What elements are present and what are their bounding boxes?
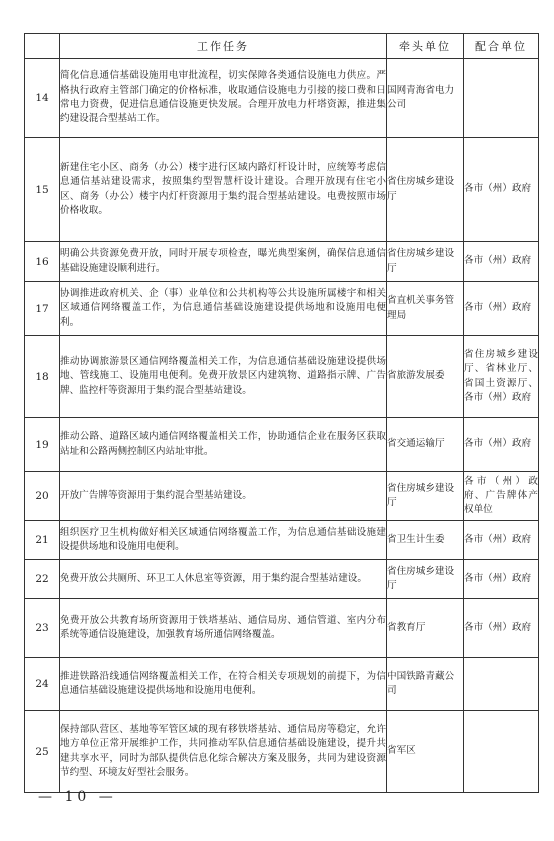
- row-number: 19: [25, 418, 60, 472]
- table-row: [25, 472, 539, 521]
- cooperating-unit-cell: 各市（州）政府: [464, 282, 539, 336]
- row-number: 18: [25, 336, 60, 418]
- task-table: [24, 33, 539, 793]
- lead-unit-cell: 省卫生计生委: [387, 521, 464, 560]
- lead-unit-cell: 中国铁路青藏公司: [387, 658, 464, 711]
- table-row: [25, 336, 539, 418]
- task-cell: 推动协调旅游景区通信网络覆盖相关工作，为信息通信基础设施建设提供场地、管线施工、设施用电便利。免费开放景区内建筑物、道路指示牌、广告牌、监控杆等资源用于集约混合型基站建设。: [60, 336, 387, 418]
- lead-unit-cell: 省教育厅: [387, 599, 464, 658]
- cooperating-unit-cell: 各市（州）政府: [464, 599, 539, 658]
- task-cell: 协调推进政府机关、企（事）业单位和公共机构等公共设施所属楼宇和相关区域通信网络覆盖工作，为信息通信基础设施建设提供场地和设施用电便利。: [60, 282, 387, 336]
- header-cooperating-unit: 配合单位: [464, 34, 539, 59]
- cooperating-unit-cell: 各市（州）政府、广告牌体产权单位: [464, 472, 539, 521]
- task-cell: 开放广告牌等资源用于集约混合型基站建设。: [60, 472, 387, 521]
- lead-unit-cell: 国网青海省电力公司: [387, 59, 464, 138]
- table-row: [25, 138, 539, 242]
- table-row: [25, 599, 539, 658]
- cooperating-unit-cell: 各市（州）政府: [464, 560, 539, 599]
- lead-unit-cell: 省住房城乡建设厅: [387, 472, 464, 521]
- table-row: [25, 560, 539, 599]
- row-number: 23: [25, 599, 60, 658]
- task-cell: 新建住宅小区、商务（办公）楼宇进行区域内路灯杆设计时，应统筹考虑信息通信基站建设需求，按照集约型智慧杆设计建设。合理开放现有住宅小区、商务（办公）楼宇内灯杆资源用于集约混合型基站建设。电费按照市场价格收取。: [60, 138, 387, 242]
- table-row: [25, 59, 539, 138]
- header-task: 工作任务: [60, 34, 387, 59]
- cooperating-unit-cell: 各市（州）政府: [464, 242, 539, 282]
- row-number: 16: [25, 242, 60, 282]
- lead-unit-cell: 省住房城乡建设厅: [387, 560, 464, 599]
- row-number: 21: [25, 521, 60, 560]
- task-cell: 推动公路、道路区域内通信网络覆盖相关工作，协助通信企业在服务区获取站址和公路两侧控制区内站址审批。: [60, 418, 387, 472]
- table-row: [25, 658, 539, 711]
- cooperating-unit-cell: [464, 59, 539, 138]
- lead-unit-cell: 省交通运输厅: [387, 418, 464, 472]
- cooperating-unit-cell: [464, 711, 539, 793]
- row-number: 20: [25, 472, 60, 521]
- cooperating-unit-cell: 各市（州）政府: [464, 418, 539, 472]
- task-cell: 保持部队营区、基地等军管区域的现有移铁塔基站、通信局房等稳定，允许地方单位正常开展维护工作，共同推动军队信息通信基础设施建设，提升共建共享水平，同时为部队提供信息化综合解决方案及服务，共同为建设资源节约型、环境友好型社会服务。: [60, 711, 387, 793]
- task-cell: 组织医疗卫生机构做好相关区域通信网络覆盖工作，为信息通信基础设施建设提供场地和设施用电便利。: [60, 521, 387, 560]
- row-number: 24: [25, 658, 60, 711]
- task-cell: 免费开放公共教育场所资源用于铁塔基站、通信局房、通信管道、室内分布系统等通信设施建设，加强教育场所通信网络覆盖。: [60, 599, 387, 658]
- row-number: 22: [25, 560, 60, 599]
- lead-unit-cell: 省住房城乡建设厅: [387, 138, 464, 242]
- table-row: [25, 282, 539, 336]
- lead-unit-cell: 省军区: [387, 711, 464, 793]
- cooperating-unit-cell: [464, 658, 539, 711]
- row-number: 15: [25, 138, 60, 242]
- lead-unit-cell: 省直机关事务管理局: [387, 282, 464, 336]
- cooperating-unit-cell: 各市（州）政府: [464, 138, 539, 242]
- page-number: — 10 —: [38, 789, 117, 805]
- row-number: 17: [25, 282, 60, 336]
- header-number: [25, 34, 60, 59]
- task-cell: 明确公共资源免费开放，同时开展专项检查，曝光典型案例，确保信息通信基础设施建设顺利进行。: [60, 242, 387, 282]
- task-cell: 简化信息通信基础设施用电审批流程，切实保障各类通信设施电力供应。严格执行政府主管部门确定的价格标准，收取通信设施电力引接的接口费和日常电力资费，促进信息通信设施更快发展。合理开放电力杆塔资源，推进集约建设混合型基站工作。: [60, 59, 387, 138]
- lead-unit-cell: 省住房城乡建设厅: [387, 242, 464, 282]
- task-cell: 免费开放公共厕所、环卫工人休息室等资源，用于集约混合型基站建设。: [60, 560, 387, 599]
- lead-unit-cell: 省旅游发展委: [387, 336, 464, 418]
- table-row: [25, 242, 539, 282]
- row-number: 25: [25, 711, 60, 793]
- table-header-row: [25, 34, 539, 59]
- cooperating-unit-cell: 省住房城乡建设厅、省林业厅、省国土资源厅、各市（州）政府: [464, 336, 539, 418]
- header-lead-unit: 牵头单位: [387, 34, 464, 59]
- task-cell: 推进铁路沿线通信网络覆盖相关工作，在符合相关专项规划的前提下，为信息通信基础设施建设提供场地和设施用电便利。: [60, 658, 387, 711]
- table-row: [25, 418, 539, 472]
- row-number: 14: [25, 59, 60, 138]
- cooperating-unit-cell: 各市（州）政府: [464, 521, 539, 560]
- table-row: [25, 711, 539, 793]
- table-row: [25, 521, 539, 560]
